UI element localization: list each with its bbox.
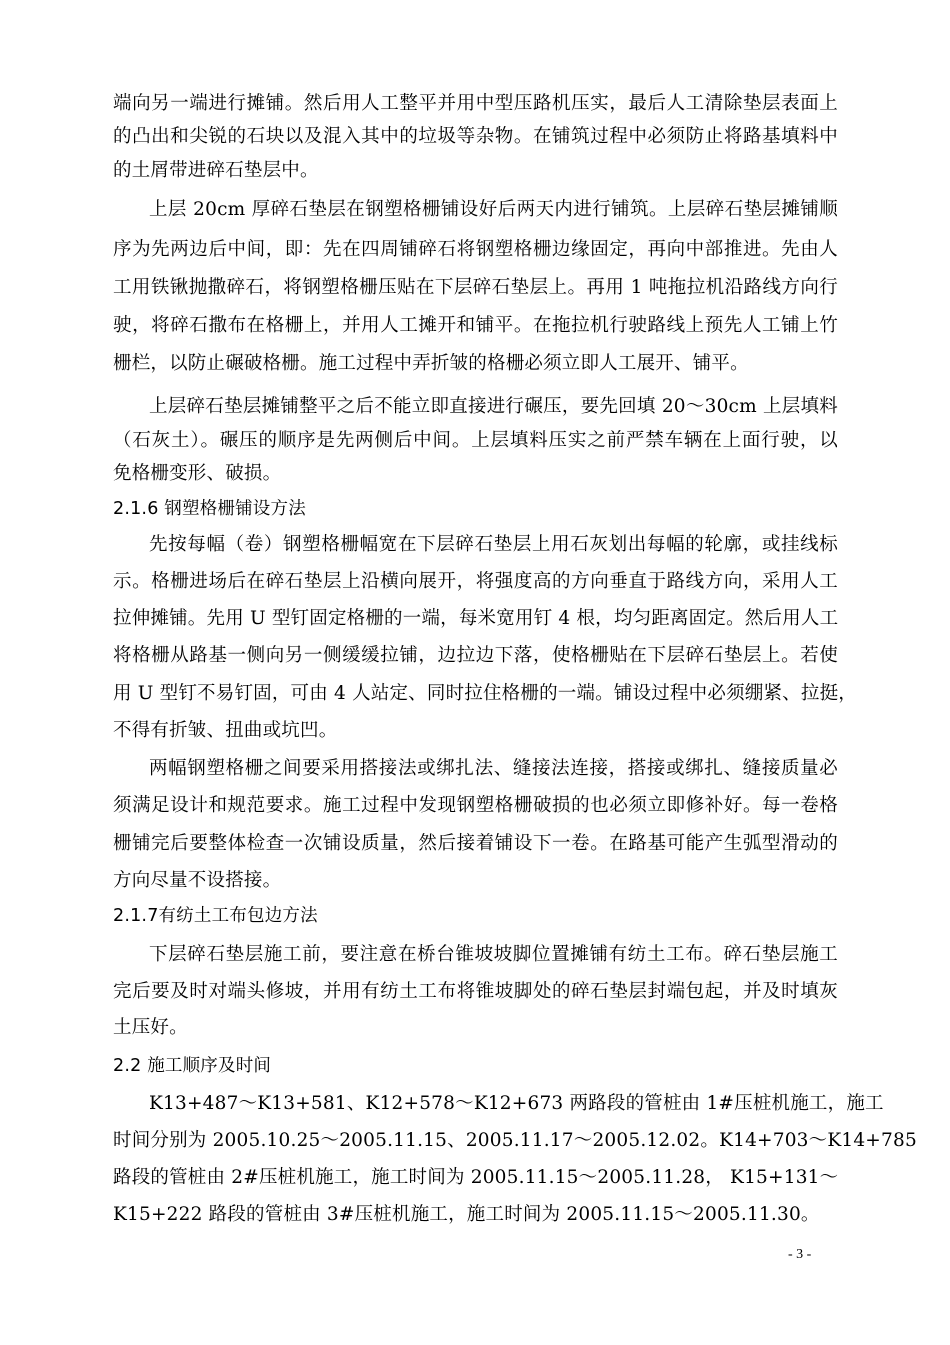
paragraph-line: K15+222 路段的管桩由 3#压桩机施工，施工时间为 2005.11.15～2005.11.30。 [113,1204,820,1225]
paragraph-line: 将格栅从路基一侧向另一侧缓缓拉铺，边拉边下落，使格栅贴在下层碎石垫层上。若使 [113,645,838,666]
paragraph-line: 两幅钢塑格栅之间要采用搭接法或绑扎法、缝接法连接，搭接或绑扎、缝接质量必 [149,758,838,779]
paragraph-line: 完后要及时对端头修坡，并用有纺土工布将锥坡脚处的碎石垫层封端包起，并及时填灰 [113,981,838,1002]
section-heading: 2.2 施工顺序及时间 [113,1056,272,1076]
paragraph-line: 免格栅变形、破损。 [113,463,282,484]
paragraph-line: 须满足设计和规范要求。施工过程中发现钢塑格栅破损的也必须立即修补好。每一卷格 [113,795,838,816]
paragraph-line: 用 U 型钉不易钉固，可由 4 人站定、同时拉住格栅的一端。铺设过程中必须绷紧、拉挺， [113,683,857,704]
section-heading: 2.1.6 钢塑格栅铺设方法 [113,499,306,519]
paragraph-line: 不得有折皱、扭曲或坑凹。 [113,720,338,741]
paragraph-line: 方向尽量不设搭接。 [113,870,282,891]
paragraph-line: 的凸出和尖锐的石块以及混入其中的垃圾等杂物。在铺筑过程中必须防止将路基填料中 [113,126,838,147]
paragraph-line: 序为先两边后中间，即：先在四周铺碎石将钢塑格栅边缘固定，再向中部推进。先由人 [113,239,838,260]
paragraph-line: 示。格栅进场后在碎石垫层上沿横向展开，将强度高的方向垂直于路线方向，采用人工 [113,571,838,592]
paragraph-line: 工用铁锹抛撒碎石，将钢塑格栅压贴在下层碎石垫层上。再用 1 吨拖拉机沿路线方向行 [113,277,838,298]
paragraph-line: 拉伸摊铺。先用 U 型钉固定格栅的一端，每米宽用钉 4 根，均匀距离固定。然后用人工 [113,608,839,629]
paragraph-line: 栅铺完后要整体检查一次铺设质量，然后接着铺设下一卷。在路基可能产生弧型滑动的 [113,833,838,854]
paragraph-line: 时间分别为 2005.10.25～2005.11.15、2005.11.17～2005.12.02。K14+703～K14+785 [113,1130,917,1151]
page-number: - 3 - [788,1247,812,1262]
paragraph-line: 的土屑带进碎石垫层中。 [113,160,319,181]
paragraph-line: 上层 20cm 厚碎石垫层在钢塑格栅铺设好后两天内进行铺筑。上层碎石垫层摊铺顺 [149,199,838,220]
paragraph-line: 上层碎石垫层摊铺整平之后不能立即直接进行碾压，要先回填 20～30cm 上层填料 [149,396,838,417]
paragraph-line: 下层碎石垫层施工前，要注意在桥台锥坡坡脚位置摊铺有纺土工布。碎石垫层施工 [149,944,838,965]
paragraph-line: 先按每幅（卷）钢塑格栅幅宽在下层碎石垫层上用石灰划出每幅的轮廓，或挂线标 [149,534,838,555]
paragraph-line: 驶，将碎石撒布在格栅上，并用人工摊开和铺平。在拖拉机行驶路线上预先人工铺上竹 [113,315,838,336]
paragraph-line: 路段的管桩由 2#压桩机施工，施工时间为 2005.11.15～2005.11.28， K15+131～ [113,1167,839,1188]
paragraph-line: （石灰土）。碾压的顺序是先两侧后中间。上层填料压实之前严禁车辆在上面行驶，以 [113,430,838,451]
paragraph-line: 端向另一端进行摊铺。然后用人工整平并用中型压路机压实，最后人工清除垫层表面上 [113,93,838,114]
paragraph-line: 栅栏，以防止碾破格栅。施工过程中弄折皱的格栅必须立即人工展开、铺平。 [113,353,749,374]
section-heading: 2.1.7有纺土工布包边方法 [113,906,318,926]
paragraph-line: 土压好。 [113,1017,188,1038]
paragraph-line: K13+487～K13+581、K12+578～K12+673 两路段的管桩由 1#压桩机施工，施工 [149,1093,884,1114]
